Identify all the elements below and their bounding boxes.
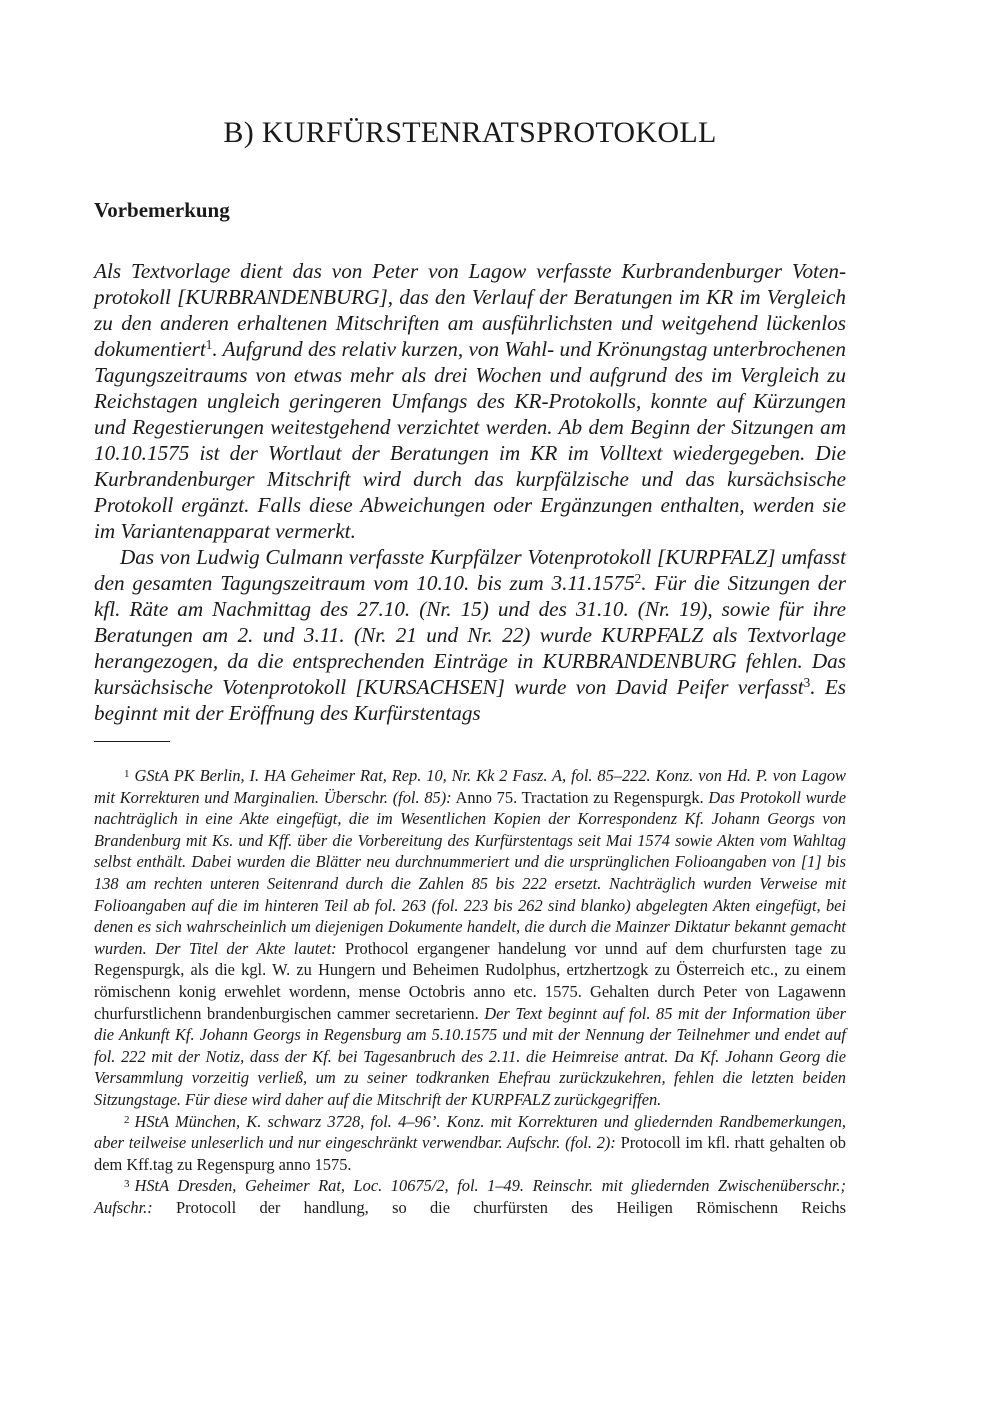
footnote-ref-1[interactable]: 1 <box>205 336 213 352</box>
paragraph-2-text-a: Das von Ludwig Culmann verfasste Kurpfälzer Votenprotokoll [KURPFALZ] umfasst den gesamten Tagungszeitraum vom 10.10. bis zum 3.11.1575 <box>94 545 846 595</box>
footnote-3-mark: 3 <box>124 1178 130 1191</box>
footnote-3-roman-a: Protocoll der handlung, so die churfürsten des Heiligen Römischenn Reichs <box>152 1197 846 1217</box>
footnote-2-roman-a: Protocoll im kfl. rhatt gehalten ob dem Kff.tag zu Regenspurg anno 1575. <box>94 1133 846 1174</box>
paragraph-1-text-a: Als Textvorlage dient das von Peter von Lagow verfasste Kurbrandenburger Votenprotokoll [KURBRANDENBURG], das den Verlauf der Beratungen im KR im Vergleich zu den anderen erhaltenen Mitschriften am ausführlichsten und weitgehend lückenlos dokumentiert <box>94 259 846 361</box>
paragraph-1-text-b: . Aufgrund des relativ kurzen, von Wahl- und Krönungstag unterbrochenen Tagungszeitraums von etwas mehr als drei Wochen und aufgrund des im Vergleich zu Reichstagen ungleich geringeren Umfangs des KR-Protokolls, konnte auf Kürzungen und Regestierungen weitestgehend verzichtet werden. Ab dem Beginn der Sitzungen am 10.10.1575 ist der Wortlaut der Beratungen im KR im Volltext wiedergegeben. Die Kurbrandenburger Mitschrift wird durch das kurpfälzische und das kursächsische Protokoll ergänzt. Falls diese Abweichungen oder Ergänzungen enthalten, werden sie im Variantenapparat vermerkt. <box>94 337 846 543</box>
paragraph-2 <box>94 544 846 726</box>
footnote-separator <box>94 741 170 742</box>
footnote-1-mark: 1 <box>124 768 130 780</box>
paragraph-2-text-b: . Für die Sitzungen der kfl. Räte am Nachmittag des 27.10. (Nr. 15) und des 31.10. (Nr. 19), sowie für ihre Beratungen am 2. und 3.11. (Nr. 21 und Nr. 22) wurde KURPFALZ als Textvorlage herangezogen, da die entsprechenden Einträge in KURBRANDENBURG fehlen. Das kursächsische Votenprotokoll [KURSACHSEN] wurde von David Peifer verfasst <box>94 571 846 699</box>
footnote-1-italic-c: Der Text beginnt auf fol. 85 mit der Information über die Ankunft Kf. Johann Georgs in Regensburg am 5.10.1575 und mit der Nennung der Teilnehmer und endet auf fol. 222 mit der Notiz, dass der Kf. bei Tagesanbruch des 2.11. die Heimreise antrat. Da Kf. Johann Georg die Versammlung vorzeitig verließ, um zu seiner todkranken Ehefrau zurückzukehren, fehlen die letzten beiden Sitzungstage. Für diese wird daher auf die Mitschrift der KURPFALZ zurückgegriffen. <box>94 1003 846 1109</box>
paragraph-2-text-c: . Es beginnt mit der Eröffnung des Kurfürstentags <box>94 675 847 725</box>
footnote-ref-2[interactable]: 2 <box>634 570 642 586</box>
footnote-1 <box>94 765 846 1111</box>
footnote-2-italic-a: HStA München, K. schwarz 3728, fol. 4–96’. Konz. mit Korrekturen und gliedernden Randbemerkungen, aber teilweise unleserlich und nur eingeschränkt verwendbar. Aufschr. (fol. 2): <box>94 1111 846 1153</box>
footnote-1-italic-a: GStA PK Berlin, I. HA Geheimer Rat, Rep. 10, Nr. Kk 2 Fasz. A, fol. 85–222. Konz. von Hd. P. von Lagow mit Korrekturen und Marginalien. Überschr. (fol. 85): <box>94 766 846 807</box>
footnote-ref-3[interactable]: 3 <box>803 674 811 690</box>
footnote-1-italic-b: Das Protokoll wurde nachträglich in eine Akte eingefügt, die im Wesentlichen Kopien der Korrespondenz Kf. Johann Georgs von Brandenburg mit Ks. und Kff. über die Vorbereitung des Kurfürstentags seit Mai 1574 sowie Akten vom Wahltag selbst enthält. Dabei wurden die Blätter neu durchnummeriert und die ursprünglichen Folioangaben von [1] bis 138 am rechten unteren Seitenrand durch die Zahlen 85 bis 222 ersetzt. Nachträglich wurden Verweise mit Folioangaben auf die im hinteren Teil ab fol. 263 (fol. 223 bis 262 sind blanko) abgelegten Akten eingefügt, bei denen es sich wahrscheinlich um diejenigen Dokumente handelt, die durch die Mainzer Diktatur bekannt gemacht wurden. Der Titel der Akte lautet: <box>94 787 846 958</box>
subheading-vorbemerkung: Vorbemerkung <box>94 198 230 222</box>
footnote-1-roman-a: Anno 75. Tractation zu Regenspurgk. <box>451 787 709 807</box>
section-heading: B) KURFÜRSTENRATSPROTOKOLL <box>223 116 717 149</box>
footnote-3 <box>94 1175 846 1218</box>
paragraph-1 <box>94 258 846 544</box>
footnote-2-mark: 2 <box>124 1113 130 1126</box>
footnote-1-roman-b: Prothocol ergangener handelung vor unnd auf dem churfursten tage zu Regenspurgk, als die kgl. W. zu Hungern und Beheimen Rudolphus, ertzhertzogk zu Österreich etc., zu einem römischenn konig erwehlet wordenn, mense Octobris anno etc. 1575. Gehalten durch Peter von Lagawenn churfurstlichenn brandenburgischen cammer secretarienn. <box>94 938 846 1023</box>
footnote-3-italic-a: HStA Dresden, Geheimer Rat, Loc. 10675/2, fol. 1–49. Reinschr. mit gliedernden Zwischenüberschr.; Aufschr.: <box>94 1176 846 1217</box>
footnote-2 <box>94 1111 846 1176</box>
footnotes <box>94 765 846 1218</box>
main-text <box>94 258 846 726</box>
